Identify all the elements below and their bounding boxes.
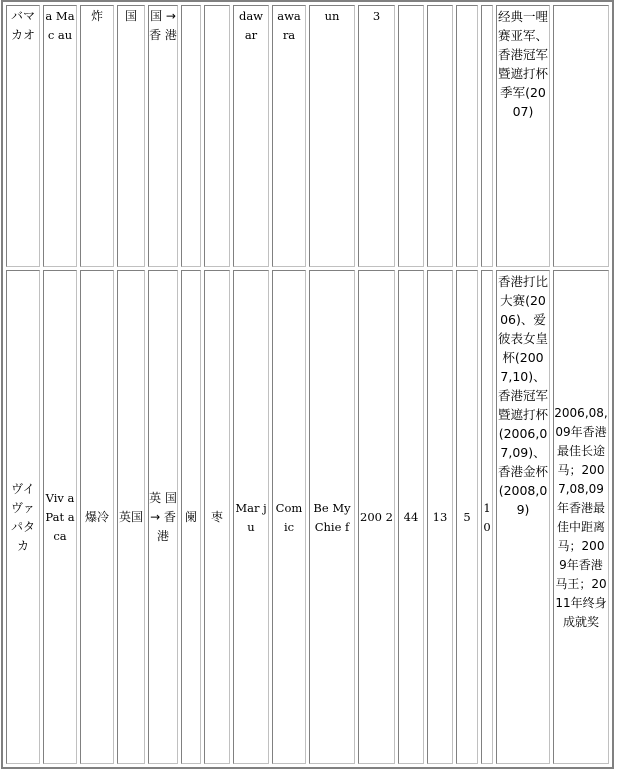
japanese-name-cell: バマカオ (6, 5, 40, 267)
damsire-cell: un (309, 5, 355, 267)
wins-cell: 13 (427, 270, 453, 764)
thirds-cell (481, 5, 493, 267)
sire-cell: daw ar (233, 5, 269, 267)
starts-cell: 44 (398, 270, 424, 764)
color-cell: 阑 (181, 270, 201, 764)
transfer-cell: 英 国 → 香 港 (148, 270, 178, 764)
achievements-cell: 经典一哩赛亚军、香港冠军暨遮打杯季军(2007) (496, 5, 550, 267)
starts-cell (398, 5, 424, 267)
thirds-cell: 1 0 (481, 270, 493, 764)
damsire-cell: Be My Chie f (309, 270, 355, 764)
origin-cell: 英国 (117, 270, 145, 764)
wins-cell (427, 5, 453, 267)
sex-cell: 枣 (204, 270, 230, 764)
chinese-name-cell: 炸 (80, 5, 114, 267)
achievements-cell: 香港打比大赛(2006)、爱彼表女皇杯(2007,10)、香港冠军暨遮打杯(2006,07,09)、香港金杯(2008,09) (496, 270, 550, 764)
english-name-cell: Viv a Pat aca (43, 270, 77, 764)
awards-cell (553, 5, 609, 267)
horse-table (1, 0, 614, 769)
year-cell: 200 2 (358, 270, 395, 764)
table-row (6, 5, 609, 267)
dam-cell: Com ic (272, 270, 306, 764)
chinese-name-cell: 爆冷 (80, 270, 114, 764)
transfer-cell: 国 → 香 港 (148, 5, 178, 267)
japanese-name-cell: ヴイヴァパタカ (6, 270, 40, 764)
seconds-cell (456, 5, 478, 267)
sex-cell (204, 5, 230, 267)
awards-cell: 2006,08,09年香港最佳长途马；2007,08,09年香港最佳中距离马；2009年香港马王；2011年终身成就奖 (553, 270, 609, 764)
origin-cell: 国 (117, 5, 145, 267)
table-row (6, 270, 609, 764)
seconds-cell: 5 (456, 270, 478, 764)
dam-cell: awa ra (272, 5, 306, 267)
year-cell: 3 (358, 5, 395, 267)
sire-cell: Mar ju (233, 270, 269, 764)
color-cell (181, 5, 201, 267)
english-name-cell: a Mac au (43, 5, 77, 267)
